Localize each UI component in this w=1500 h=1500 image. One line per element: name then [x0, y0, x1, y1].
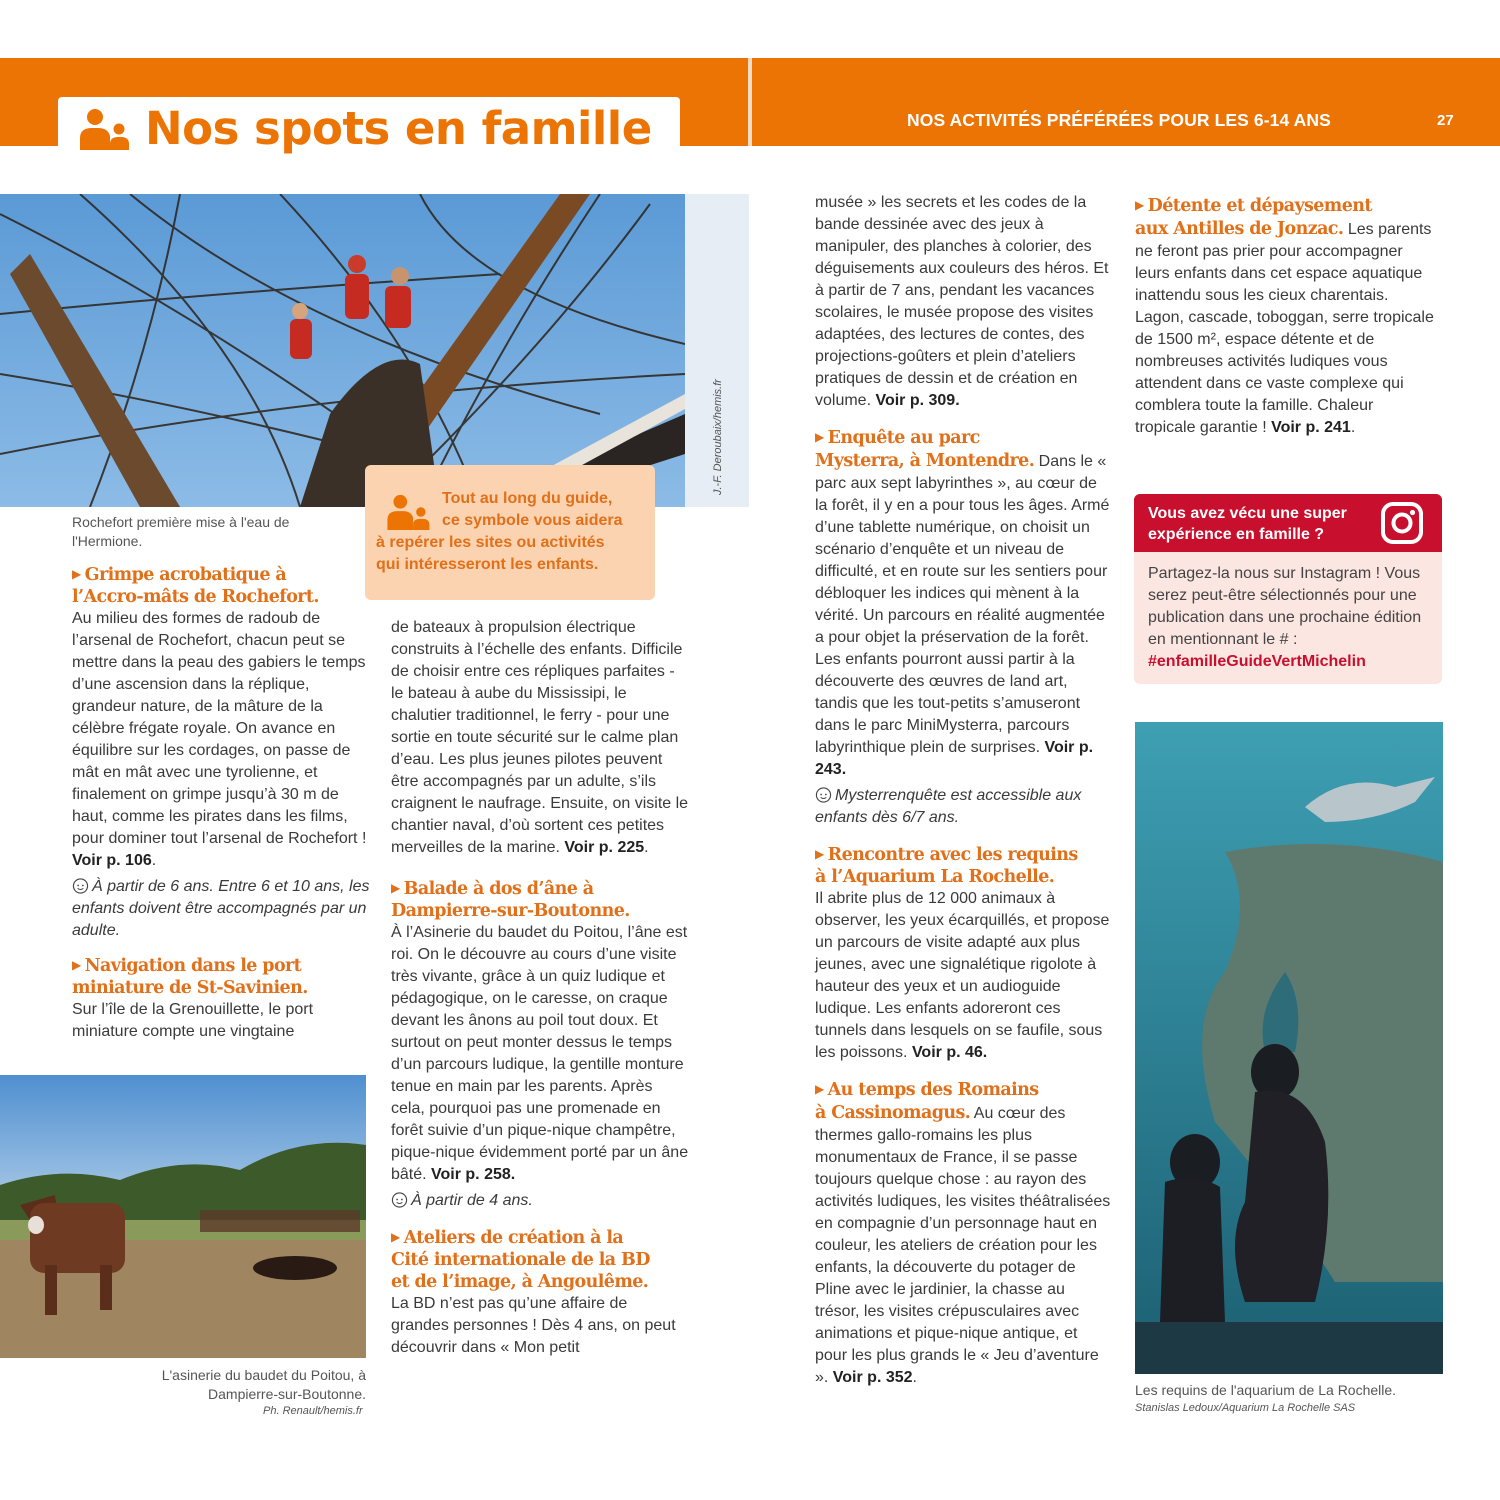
aquarium-photo-caption: Les requins de l'aquarium de La Rochelle. — [1135, 1382, 1397, 1398]
article-accro-mats: ▶ Grimpe acrobatique à l’Accro-mâts de Rochefort. Au milieu des formes de radoub de l’arsenal de Rochefort, chacun peut se mettre dans la peau des gabiers le temps d’une ascension dans la réplique, grandeur nature, de la mâture de la célèbre frégate royale. On avance en équilibre sur les cordages, on passe de mât en mât avec une tyrolienne, et finalement on grimpe jusqu’à 30 m de haut, comme les pirates dans les films, pour dominer tout l’arsenal de Rochefort ! Voir p. 106. À partir de 6 ans. Entre 6 et 10 ans, les enfants doivent être accompagnés par un adulte. — [72, 565, 370, 939]
article-requins — [815, 843, 1113, 1064]
article-body: Dans le « parc aux sept labyrinthes », au cœur de la forêt, il y en a pour tous les âges. Armé d’une tablette numérique, on choisit un scénario d’enquête et un niveau de difficulté, et en route sur les sentiers pour débloquer les indices qui mènent à la vérité. Un parcours en réalité augmentée a pour objet la préservation de la forêt. Les enfants pourront aussi partir à la découverte des œuvres de land art, tandis que les tout-petits s’amuseront dans le parc MiniMysterra, parcours labyrinthique plein de surprises. — [815, 453, 1110, 756]
instagram-body: Partagez-la nous sur Instagram ! Vous serez peut-être sélectionnés pour une publication dans une prochaine édition en mentionnant le # : #enfamilleGuideVertMichelin — [1148, 565, 1422, 670]
page-reference: Voir p. 243. — [815, 739, 1094, 778]
article-body: de bateaux à propulsion électrique construits à l’échelle des enfants. Difficile de choisir entre ces répliques parfaites - le bateau à aube du Mississipi, le chalutier traditionnel, le ferry - pour une sortie en toute sécurité sur le calme plan d’eau. Les plus jeunes pilotes peuvent être accompagnés par un adulte, s’ils craignent le naufrage. Ensuite, on visite le chantier naval, d’où sortent ces petites merveilles de la marine. — [391, 619, 689, 856]
column-1 — [72, 563, 370, 1043]
article-body: Au milieu des formes de radoub de l’arsenal de Rochefort, chacun peut se mettre dans la peau des gabiers le temps d’une ascension dans la réplique, grandeur nature, de la mâture de la célèbre frégate royale. On avance en équilibre sur les cordages, on passe de mât en mât avec une tyrolienne, et finalement on grimpe jusqu’à 30 m de haut, comme les pirates dans les films, pour dominer tout l’arsenal de Rochefort ! — [72, 610, 367, 847]
page-number: 27 — [1437, 112, 1454, 129]
instagram-question: Vous avez vécu une super expérience en famille ? — [1148, 505, 1347, 543]
page-reference: Voir p. 46. — [911, 1044, 988, 1061]
article-body: Au cœur des thermes gallo-romains les plus monumentaux de France, il se passe toujours quelque chose : au rayon des activités ludiques, les visites théâtralisées en compagnie d’un personnage haut en couleur, les ateliers de création pour les enfants, la découverte du potager de Pline avec le jardinier, la chasse au trésor, les visites crépusculaires avec animations et pique-nique antique, et pour les plus grands le « Jeu d’aventure ». — [815, 1105, 1111, 1386]
donkey-photo — [0, 1075, 366, 1358]
article-antilles: ▶ Détente et dépaysement aux Antilles de Jonzac. Les parents ne feront pas prier pour accompagner leurs enfants dans cet espace aquatique inattendu sous les cieux charentais. Lagon, cascade, toboggan, serre tropicale de 1500 m², espace détente et de nombreuses activités ludiques vous attendent dans ce vaste complexe qui comblera toute la famille. Chaleur tropicale garantie ! Voir p. 241. — [1135, 196, 1434, 436]
aquarium-image — [1135, 722, 1443, 1374]
article-balade — [391, 877, 689, 1212]
donkey-image — [0, 1075, 366, 1358]
article-ateliers — [391, 1226, 689, 1359]
article-heading: ▶ Grimpe acrobatique à l’Accro-mâts de Rochefort. — [72, 565, 319, 607]
instagram-header — [1134, 494, 1442, 552]
donkey-photo-credit: Ph. Renault/hemis.fr — [263, 1405, 363, 1417]
child-face-icon — [391, 1191, 408, 1208]
triangle-bullet-icon: ▶ — [815, 430, 824, 444]
page-reference: Voir p. 225 — [564, 839, 645, 856]
column-2: de bateaux à propulsion électrique construits à l’échelle des enfants. Difficile de choisir entre ces répliques parfaites - le bateau à aube du Mississipi, le chalutier traditionnel, le ferry - pour une sortie en toute sécurité sur le calme plan d’eau. Les plus jeunes pilotes peuvent être accompagnés par un adulte, s’ils craignent le naufrage. Ensuite, on visite le chantier naval, d’où sortent ces petites merveilles de la marine. Voir p. 225. ▶ Balade à dos d’âne à Dampierre-sur-Boutonne. À l’Asinerie du baudet du Poitou, l’âne est roi. On le découvre au cours d’une visite très vivante, grâce à un quiz ludique et pédagogique, on le caresse, on craque devant les ânons au poil tout doux. Et surtout on peut monter dessus le temps d’un parcours ludique, la gentille monture tenue en main par les parents. Après cela, pourquoi pas une promenade en forêt suivie d’un pique-nique champêtre, pique-nique évidemment porté par un âne bâté. Voir p. 258. À partir de 4 ans. ▶ Ateliers de création à la Cité internationale de la BD et de l’image, à Angoulême. La BD n’est pas qu’une affaire de grandes personnes ! Dès 4 ans, on peut découvrir dans « Mon petit — [391, 617, 689, 1359]
family-icon — [78, 108, 130, 150]
article-navigation — [72, 954, 370, 1043]
page-reference: Voir p. 258. — [431, 1166, 516, 1183]
child-face-icon — [815, 786, 832, 803]
article-body: À l’Asinerie du baudet du Poitou, l’âne est roi. On le découvre au cours d’une visite très vivante, grâce à un quiz ludique et pédagogique, on le caresse, on craque devant les ânons au poil tout doux. Et surtout on peut monter dessus le temps d’un parcours ludique, la gentille monture tenue en main par les parents. Après cela, pourquoi pas une promenade en forêt suivie d’un pique-nique champêtre, pique-nique évidemment porté par un âne bâté. — [391, 924, 689, 1183]
article-heading: ▶ Ateliers de création à la Cité internationale de la BD et de l’image, à Angoulême. — [391, 1228, 650, 1292]
instagram-icon[interactable] — [1380, 501, 1424, 545]
callout-line: ce symbole vous aidera — [442, 512, 623, 529]
triangle-bullet-icon: ▶ — [391, 1230, 400, 1244]
article-heading: ▶ Enquête au parc Mysterra, à Montendre. — [815, 428, 1035, 471]
ship-rigging-image — [0, 194, 685, 507]
instagram-hashtag[interactable]: #enfamilleGuideVertMichelin — [1148, 653, 1366, 670]
article-heading: ▶ Rencontre avec les requins à l’Aquarium La Rochelle. — [815, 845, 1078, 887]
header-band-right — [752, 58, 1500, 146]
age-note: À partir de 6 ans. Entre 6 et 10 ans, les enfants doivent être accompagnés par un adulte. — [72, 878, 370, 939]
ship-photo-caption: Rochefort première mise à l'eau de l'Hermione. — [72, 514, 290, 549]
triangle-bullet-icon: ▶ — [815, 1082, 824, 1096]
column-3 — [815, 192, 1113, 1389]
triangle-bullet-icon: ▶ — [72, 958, 81, 972]
article-romains: ▶ Au temps des Romains à Cassinomagus. Au cœur des thermes gallo-romains les plus monumentaux de France, il se passe toujours quelque chose : au rayon des activités ludiques, les visites théâtralisées en compagnie d’un personnage haut en couleur, les ateliers de création pour les enfants, la découverte du potager de Pline avec le jardinier, la chasse au trésor, les visites crépusculaires avec animations et pique-nique antique, et pour les plus grands le « Jeu d’aventure ». Voir p. 352. — [815, 1080, 1111, 1386]
article-heading: ▶ Navigation dans le port miniature de St-Savinien. — [72, 956, 308, 998]
aquarium-photo-credit: Stanislas Ledoux/Aquarium La Rochelle SAS — [1135, 1402, 1356, 1414]
age-note: À partir de 4 ans. — [411, 1192, 533, 1209]
article-body: La BD n’est pas qu’une affaire de grandes personnes ! Dès 4 ans, on peut découvrir dans « Mon petit — [391, 1295, 676, 1356]
triangle-bullet-icon: ▶ — [1135, 198, 1144, 212]
page-reference: Voir p. 309. — [875, 392, 960, 409]
article-body: musée » les secrets et les codes de la bande dessinée avec des jeux à manipuler, des planches à colorier, des déguisements aux couleurs des héros. Et à partir de 7 ans, pendant les vacances scolaires, le musée propose des visites adaptées, des lectures de contes, des projections-goûters et plein d’ateliers pratiques de dessin et de création en volume. — [815, 194, 1109, 409]
running-title: NOS ACTIVITÉS PRÉFÉRÉES POUR LES 6-14 ANS — [907, 110, 1331, 130]
page-title: Nos spots en famille — [145, 102, 652, 155]
callout-line: qui intéresseront les enfants. — [376, 556, 599, 573]
ship-photo — [0, 194, 685, 507]
page-reference: Voir p. 106 — [72, 852, 152, 869]
article-heading: ▶ Au temps des Romains à Cassinomagus. — [815, 1080, 1039, 1123]
child-face-icon — [72, 877, 89, 894]
column-4 — [1135, 194, 1435, 439]
article-heading: ▶ Balade à dos d’âne à Dampierre-sur-Boutonne. — [391, 879, 630, 921]
donkey-photo-caption: L'asinerie du baudet du Poitou, à Dampierre-sur-Boutonne. — [161, 1367, 366, 1402]
article-mysterra — [815, 426, 1113, 829]
page-reference: Voir p. 352 — [832, 1369, 913, 1386]
callout-line: à repérer les sites ou activités — [376, 534, 605, 551]
page-reference: Voir p. 241 — [1271, 419, 1351, 436]
article-body: Il abrite plus de 12 000 animaux à observer, les yeux écarquillés, et propose un parcours de visite adapté aux plus jeunes, avec une signalétique rigolote à hauteur des yeux et un audioguide ludique. Les enfants adoreront ces tunnels dans lesquels on se faufile, sous les poissons. — [815, 890, 1110, 1061]
article-body: Les parents ne feront pas prier pour accompagner leurs enfants dans cet espace aquatique inattendu sous les cieux charentais. Lagon, cascade, toboggan, serre tropicale de 1500 m², espace détente et de nombreuses activités ludiques vous attendent dans ce vaste complexe qui comblera toute la famille. Chaleur tropicale garantie ! — [1135, 221, 1434, 436]
ship-photo-credit: J.-F. Deroubaix/hemis.fr — [712, 379, 724, 495]
callout-text — [376, 488, 648, 576]
aquarium-photo — [1135, 722, 1443, 1374]
age-note: Mysterrenquête est accessible aux enfants dès 6/7 ans. — [815, 787, 1082, 826]
article-heading: ▶ Détente et dépaysement aux Antilles de Jonzac. — [1135, 196, 1372, 239]
triangle-bullet-icon: ▶ — [815, 847, 824, 861]
triangle-bullet-icon: ▶ — [391, 881, 400, 895]
callout-line: Tout au long du guide, — [442, 490, 613, 507]
instagram-box — [1134, 494, 1442, 684]
article-body: Sur l’île de la Grenouillette, le port miniature compte une vingtaine — [72, 1001, 314, 1040]
triangle-bullet-icon: ▶ — [72, 567, 81, 581]
